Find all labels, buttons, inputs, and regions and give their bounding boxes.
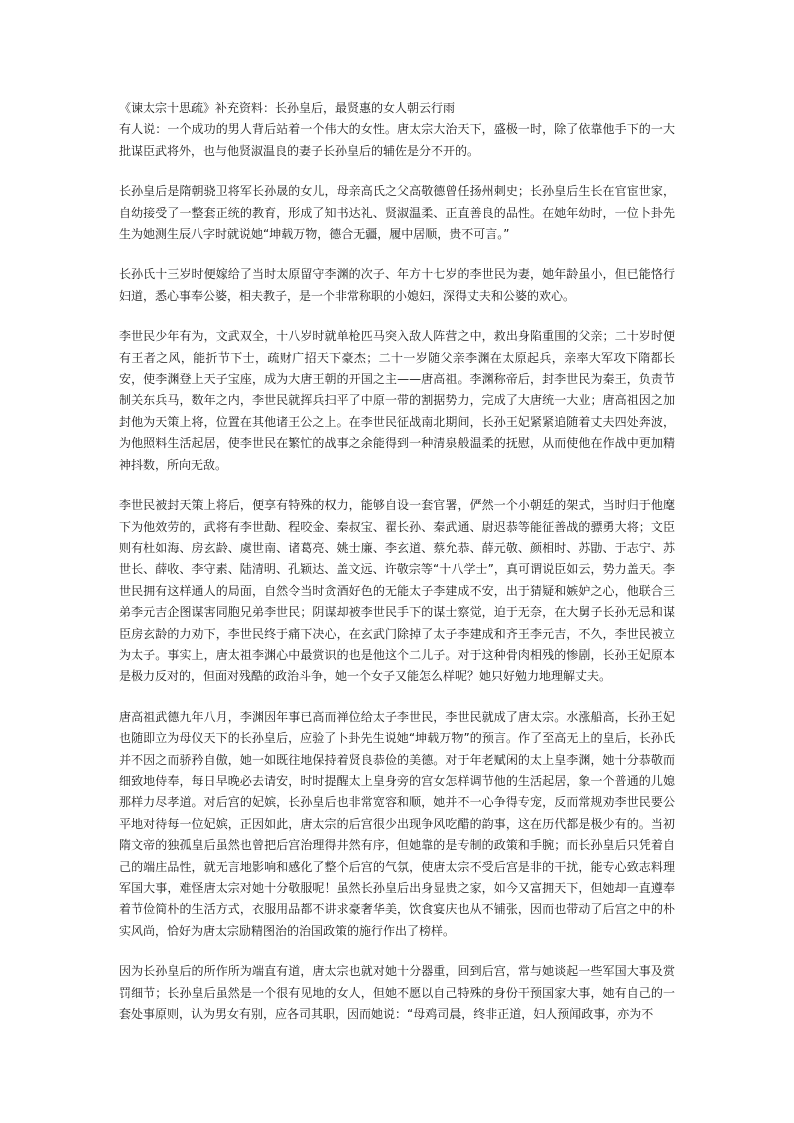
document-title: 《谏太宗十思疏》补充资料：长孙皇后，最贤惠的女人朝云行雨 [119, 101, 456, 115]
document-page [119, 98, 675, 1044]
paragraph-3: 长孙氏十三岁时便嫁给了当时太原留守李渊的次子、年方十七岁的李世民为妻，她年龄虽小，但已能恪行妇道，悉心事奉公婆，相夫教子，是一个非常称职的小媳妇，深得丈夫和公婆的欢心。 [119, 267, 675, 303]
paragraph-1: 有人说：一个成功的男人背后站着一个伟大的女性。唐太宗大治天下，盛极一时，除了依靠他手下的一大批谋臣武将外，也与他贤淑温良的妻子长孙皇后的辅佐是分不开的。 [119, 122, 675, 158]
paragraph-2: 长孙皇后是隋朝骁卫将军长孙晟的女儿，母亲高氏之父高敬德曾任扬州刺史；长孙皇后生长在官宦世家，自幼接受了一整套正统的教育，形成了知书达礼、贤淑温柔、正直善良的品性。在她年幼时，一位卜卦先生为她测生辰八字时就说她“坤载万物，德合无疆，履中居顺，贵不可言。” [119, 184, 675, 242]
paragraph-5: 李世民被封天策上将后，便享有特殊的权力，能够自设一套官署，俨然一个小朝廷的架式，当时归于他麾下为他效劳的，武将有李世勣、程咬金、秦叔宝、翟长孙、秦武通、尉迟恭等能征善战的骠勇大将；文臣则有杜如海、房玄龄、虞世南、诸葛亮、姚士廉、李玄道、蔡允恭、薛元敬、颜相时、苏勖、于志宁、苏世长、薛收、李守素、陆清明、孔颖达、盖文远、许敬宗等“十八学士”，真可谓说臣如云，势力盖天。李世民拥有这样通人的局面，自然令当时贪酒好色的无能太子李建成不安，出于猜疑和嫉妒之心，他联合三弟李元吉企图谋害同胞兄弟李世民；阴谋却被李世民手下的谋士察觉，迫于无奈，在大舅子长孙无忌和谋臣房玄龄的力劝下，李世民终于痛下决心，在玄武门除掉了太子李建成和齐王李元吉，不久，李世民被立为太子。事实上，唐太祖李渊心中最赏识的也是他这个二儿子。对于这种骨肉相残的惨剧，长孙王妃原本是极力反对的，但面对残酷的政治斗争，她一个女子又能怎么样呢？她只好勉力地理解丈夫。 [119, 498, 675, 684]
paragraph-4: 李世民少年有为，文武双全，十八岁时就单枪匹马突入敌人阵营之中，救出身陷重围的父亲；二十岁时便有王者之风，能折节下士，疏财广招天下豪杰；二十一岁随父亲李渊在太原起兵，亲率大军攻下隋都长安，使李渊登上天子宝座，成为大唐王朝的开国之主——唐高祖。李渊称帝后，封李世民为秦王，负责节制关东兵马，数年之内，李世民就挥兵扫平了中原一带的割据势力，完成了大唐统一大业；唐高祖因之加封他为天策上将，位置在其他诸王公之上。在李世民征战南北期间，长孙王妃紧紧追随着丈夫四处奔波，为他照料生活起居，使李世民在繁忙的战事之余能得到一种清泉般温柔的抚慰，从而使他在作战中更加精神抖数，所向无敌。 [119, 329, 675, 472]
paragraph-7: 因为长孙皇后的所作所为端直有道，唐太宗也就对她十分器重，回到后宫，常与她谈起一些军国大事及赏罚细节；长孙皇后虽然是一个很有见地的女人，但她不愿以自己特殊的身份干预国家大事，她有自己的一套处事原则，认为男女有别，应各司其职，因而她说：“母鸡司晨，终非正道，妇人预闻政事，亦为不 [119, 964, 675, 1022]
paragraph-6: 唐高祖武德九年八月，李渊因年事已高而禅位给太子李世民，李世民就成了唐太宗。水涨船高，长孙王妃也随即立为母仪天下的长孙皇后，应验了卜卦先生说她“坤载万物”的预言。作了至高无上的皇后，长孙氏并不因之而骄矜自傲，她一如既往地保持着贤良恭俭的美德。对于年老赋闲的太上皇李渊，她十分恭敬而细致地侍奉，每日早晚必去请安，时时提醒太上皇身旁的宫女怎样调节他的生活起居，象一个普通的儿媳那样力尽孝道。对后宫的妃嫔，长孙皇后也非常宽容和顺，她并不一心争得专宠，反而常规劝李世民要公平地对待每一位妃嫔，正因如此，唐太宗的后宫很少出现争风吃醋的韵事，这在历代都是极少有的。当初隋文帝的独孤皇后虽然也曾把后宫治理得井然有序，但她靠的是专制的政策和手腕；而长孙皇后只凭着自己的端庄品性，就无言地影响和感化了整个后宫的气氛，使唐太宗不受后宫是非的干扰，能专心致志料理军国大事，难怪唐太宗对她十分敬服呢！虽然长孙皇后出身显贵之家，如今又富拥天下，但她却一直遵奉着节俭简朴的生活方式，衣服用品都不讲求豪奢华美，饮食宴庆也从不铺张，因而也带动了后宫之中的朴实风尚，恰好为唐太宗励精图治的治国政策的施行作出了榜样。 [119, 709, 675, 938]
